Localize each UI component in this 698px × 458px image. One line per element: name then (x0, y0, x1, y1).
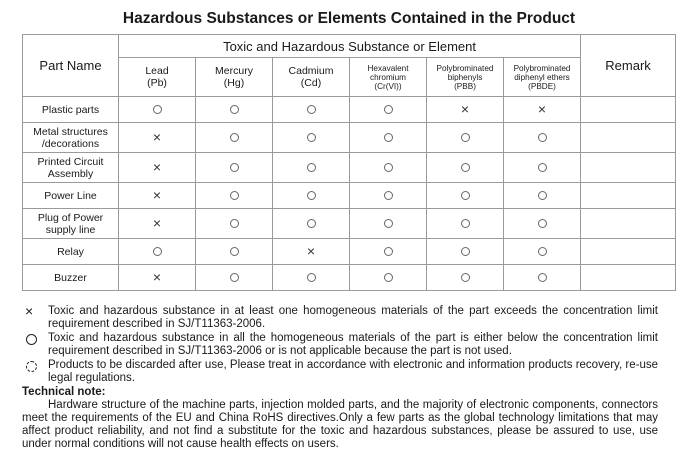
substance-name: Mercury (215, 65, 253, 77)
substance-status-cell (273, 265, 350, 291)
page-title: Hazardous Substances or Elements Contained in the Product (122, 10, 576, 27)
cross-icon: × (537, 100, 547, 117)
technical-note-body: Hardware structure of the machine parts, injection molded parts, and the majority of electronic components, connectors meet the requirements of the EU and China RoHS directives.Only a few parts as the global technology limitations that may affect product reliability, and not find a substitute for the toxic and hazardous substances, please be assured to use, use under normal conditions will not cause health effects on users. (22, 399, 658, 450)
substance-header-row (23, 58, 676, 97)
substance-status-cell (504, 183, 581, 209)
circle-icon (538, 191, 547, 200)
circle-icon (307, 105, 316, 114)
circle-icon (384, 163, 393, 172)
part-name-cell: Metal structures /decorations (23, 123, 119, 153)
substance-status-cell (196, 183, 273, 209)
cross-icon: × (152, 186, 162, 203)
remark-cell (581, 123, 676, 153)
substance-status-cell (119, 265, 196, 291)
circle-icon (153, 105, 162, 114)
legend-below-text: Toxic and hazardous substance in all the homogeneous materials of the part is either below the concentration limit requirement described in SJ/T11363-2006 or is not applicable because the part is not used. (48, 332, 658, 357)
circle-icon (384, 105, 393, 114)
substance-status-cell (350, 97, 427, 123)
substance-status-cell (119, 153, 196, 183)
substance-status-cell (504, 209, 581, 239)
cross-icon: × (25, 303, 34, 319)
circle-icon (230, 133, 239, 142)
circle-icon (307, 133, 316, 142)
remark-cell (581, 239, 676, 265)
circle-icon (461, 191, 470, 200)
substance-status-cell (504, 97, 581, 123)
table-row (23, 209, 676, 239)
substance-status-cell (273, 183, 350, 209)
substance-status-cell (119, 183, 196, 209)
substance-status-cell (119, 209, 196, 239)
legend (22, 305, 658, 451)
part-name-cell: Printed Circuit Assembly (23, 153, 119, 183)
cross-icon: × (306, 242, 316, 259)
substance-status-cell (196, 153, 273, 183)
substance-status-cell (196, 239, 273, 265)
substance-status-cell (504, 153, 581, 183)
substance-status-cell (427, 265, 504, 291)
table-row (23, 123, 676, 153)
substance-status-cell (273, 209, 350, 239)
cross-icon: × (152, 158, 162, 175)
circle-icon (384, 219, 393, 228)
substance-status-cell (196, 265, 273, 291)
substance-status-cell (350, 153, 427, 183)
substance-header (119, 58, 196, 97)
circle-icon (307, 163, 316, 172)
substance-symbol: (Cr(VI)) (374, 81, 402, 91)
part-name-cell: Plug of Power supply line (23, 209, 119, 239)
substance-status-cell (196, 123, 273, 153)
substance-status-cell (504, 123, 581, 153)
substance-header (427, 58, 504, 97)
circle-icon (230, 273, 239, 282)
recycle-icon (26, 361, 37, 372)
substance-status-cell (427, 123, 504, 153)
table-row (23, 183, 676, 209)
legend-item-recycle (22, 359, 658, 385)
substance-status-cell (427, 239, 504, 265)
table-row (23, 239, 676, 265)
legend-recycle-text: Products to be discarded after use, Please treat in accordance with electronic and information products recovery, re-use legal regulations. (48, 359, 658, 384)
substance-name: Polybrominated biphenyls (436, 63, 494, 82)
part-name-header: Part Name (23, 35, 119, 97)
circle-icon (461, 163, 470, 172)
remark-cell (581, 97, 676, 123)
circle-icon (538, 247, 547, 256)
circle-icon (461, 247, 470, 256)
substance-status-cell (504, 239, 581, 265)
substance-symbol: (Cd) (300, 77, 322, 89)
substance-status-cell (427, 209, 504, 239)
circle-icon (538, 273, 547, 282)
circle-icon (26, 334, 37, 345)
part-name-cell: Relay (23, 239, 119, 265)
remark-cell (581, 209, 676, 239)
substance-header (196, 58, 273, 97)
table-row (23, 265, 676, 291)
circle-icon (384, 273, 393, 282)
substance-header (504, 58, 581, 97)
substance-status-cell (273, 239, 350, 265)
substance-symbol: (Pb) (147, 77, 167, 89)
table-row (23, 97, 676, 123)
legend-item-below (22, 332, 658, 358)
substance-status-cell (273, 123, 350, 153)
circle-icon (384, 133, 393, 142)
table-body (23, 97, 676, 291)
circle-icon (307, 219, 316, 228)
remark-header: Remark (581, 35, 676, 97)
substance-status-cell (273, 97, 350, 123)
circle-icon (153, 247, 162, 256)
circle-icon (538, 133, 547, 142)
circle-icon (538, 163, 547, 172)
circle-icon (230, 247, 239, 256)
substance-status-cell (427, 183, 504, 209)
substance-name: Polybrominated diphenyl ethers (513, 63, 571, 82)
part-name-cell: Buzzer (23, 265, 119, 291)
substance-name: Lead (145, 65, 169, 77)
substance-status-cell (196, 97, 273, 123)
circle-icon (307, 273, 316, 282)
circle-icon (461, 133, 470, 142)
cross-icon: × (152, 214, 162, 231)
substance-status-cell (350, 209, 427, 239)
substance-symbol: (PBB) (454, 81, 476, 91)
remark-cell (581, 265, 676, 291)
cross-icon: × (152, 268, 162, 285)
circle-icon (538, 219, 547, 228)
hazardous-substances-table (22, 34, 676, 291)
substance-status-cell (273, 153, 350, 183)
substance-name: Cadmium (288, 65, 334, 77)
substance-symbol: (Hg) (223, 77, 245, 89)
circle-icon (384, 191, 393, 200)
substance-status-cell (196, 209, 273, 239)
substance-status-cell (350, 265, 427, 291)
substance-status-cell (350, 239, 427, 265)
circle-icon (230, 105, 239, 114)
legend-item-exceeds (22, 305, 658, 331)
substance-status-cell (119, 239, 196, 265)
substance-header (273, 58, 350, 97)
substance-status-cell (350, 123, 427, 153)
table-row (23, 153, 676, 183)
substance-status-cell (427, 153, 504, 183)
substance-group-header: Toxic and Hazardous Substance or Element (119, 35, 581, 58)
part-name-cell: Power Line (23, 183, 119, 209)
substance-status-cell (119, 97, 196, 123)
substance-status-cell (119, 123, 196, 153)
substance-header (350, 58, 427, 97)
cross-icon: × (460, 100, 470, 117)
circle-icon (461, 219, 470, 228)
circle-icon (230, 191, 239, 200)
circle-icon (230, 219, 239, 228)
circle-icon (307, 191, 316, 200)
circle-icon (461, 273, 470, 282)
substance-status-cell (504, 265, 581, 291)
circle-icon (230, 163, 239, 172)
remark-cell (581, 183, 676, 209)
cross-icon: × (152, 128, 162, 145)
substance-status-cell (350, 183, 427, 209)
technical-note-heading: Technical note: (22, 386, 106, 398)
substance-name: Hexavalent chromium (367, 63, 409, 82)
remark-cell (581, 153, 676, 183)
circle-icon (384, 247, 393, 256)
substance-status-cell (427, 97, 504, 123)
part-name-cell: Plastic parts (23, 97, 119, 123)
substance-symbol: (PBDE) (528, 81, 556, 91)
legend-exceeds-text: Toxic and hazardous substance in at least one homogeneous materials of the part exceeds the concentration limit requirement described in SJ/T11363-2006. (48, 305, 658, 330)
